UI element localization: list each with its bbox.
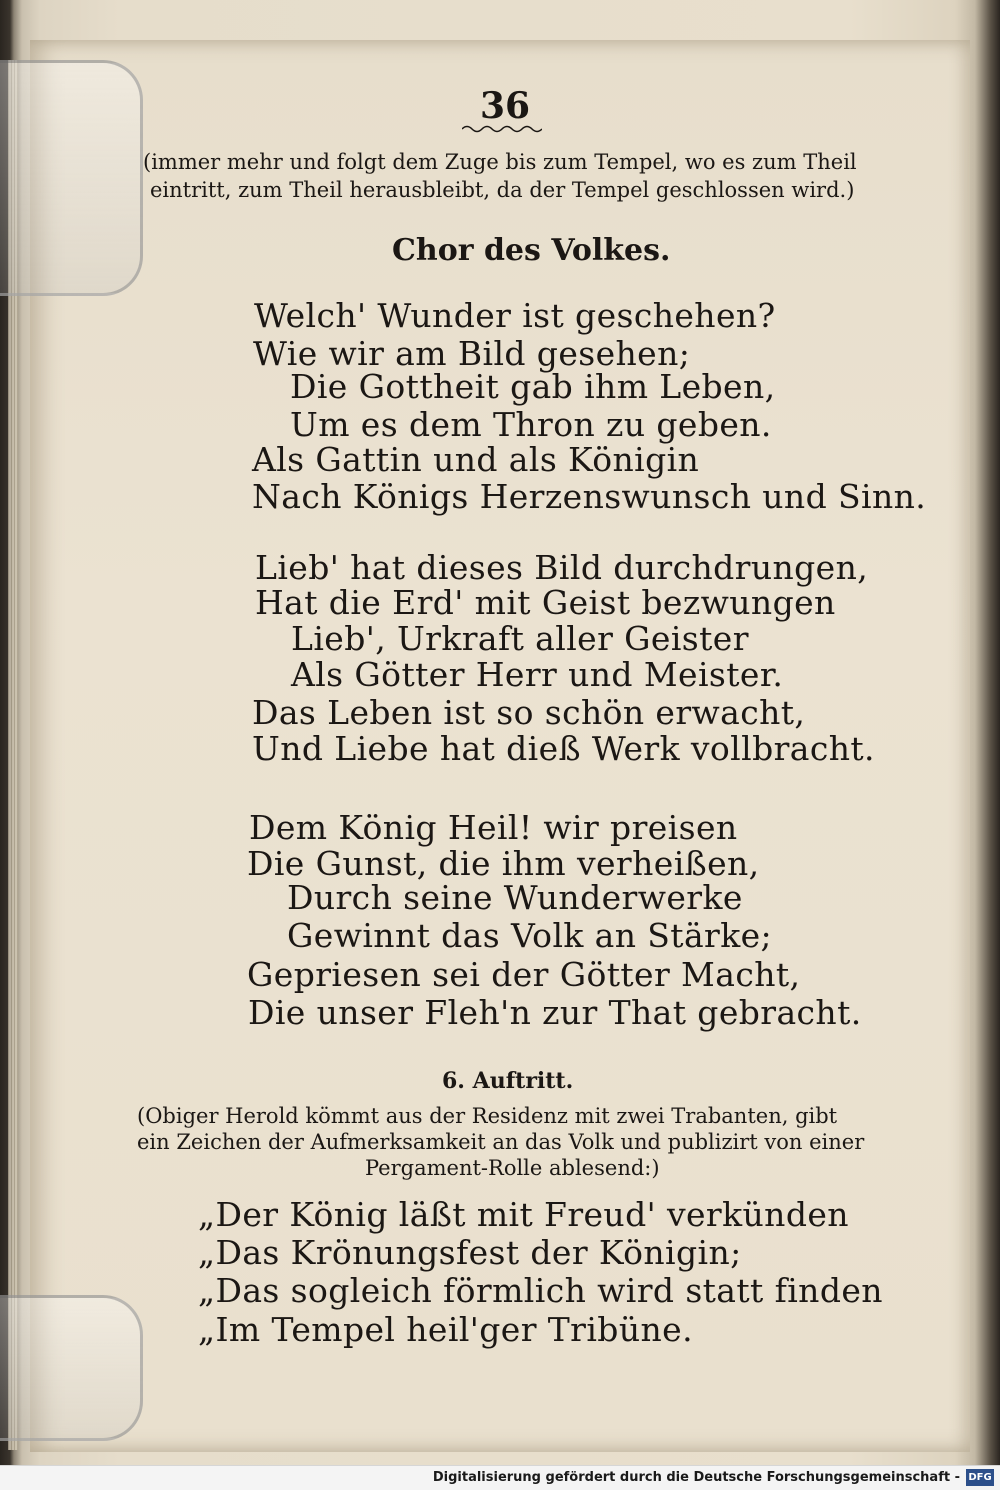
verse-line: Um es dem Thron zu geben. [290, 405, 772, 444]
verse-line: Nach Königs Herzenswunsch und Sinn. [252, 477, 927, 516]
stage-direction-line: Pergament-Rolle ablesend:) [365, 1156, 660, 1180]
dfg-logo-icon: DFG [966, 1469, 994, 1486]
verse-line: Als Gattin und als Königin [252, 440, 700, 479]
verse-line: Die Gunst, die ihm verheißen, [247, 844, 760, 883]
funding-credit: Digitalisierung gefördert durch die Deutsche Forschungsgemeinschaft - [432, 1470, 960, 1485]
verse-line: Dem König Heil! wir preisen [249, 808, 738, 847]
ornament-squiggle [462, 124, 542, 134]
verse-line: Die unser Fleh'n zur That gebracht. [248, 993, 862, 1032]
verse-line: „Der König läßt mit Freud' verkünden [198, 1195, 849, 1234]
verse-line: Welch' Wunder ist geschehen? [254, 296, 776, 335]
verse-line: Das Leben ist so schön erwacht, [252, 693, 806, 732]
verse-line: Als Götter Herr und Meister. [291, 655, 784, 694]
stage-direction-line: ein Zeichen der Aufmerksamkeit an das Volk und publizirt von einer [137, 1130, 865, 1154]
page-clip-bottom [0, 1295, 143, 1441]
verse-line: „Das Krönungsfest der Königin; [198, 1233, 742, 1272]
page-number: 36 [480, 85, 531, 127]
chorus-heading: Chor des Volkes. [392, 233, 671, 268]
page-clip-top [0, 60, 143, 296]
verse-line: Gewinnt das Volk an Stärke; [287, 916, 773, 955]
stage-direction-line: (immer mehr und folgt dem Zuge bis zum Tempel, wo es zum Theil [143, 150, 857, 174]
scene-heading: 6. Auftritt. [442, 1068, 574, 1094]
stage-direction-line: (Obiger Herold kömmt aus der Residenz mit zwei Trabanten, gibt [137, 1104, 838, 1128]
verse-line: Gepriesen sei der Götter Macht, [247, 955, 801, 994]
verse-line: Lieb' hat dieses Bild durchdrungen, [255, 548, 869, 587]
verse-line: Durch seine Wunderwerke [287, 878, 743, 917]
verse-line: Lieb', Urkraft aller Geister [291, 619, 749, 658]
footer-bar [0, 1465, 1000, 1490]
verse-line: „Das sogleich förmlich wird statt finden [198, 1271, 883, 1310]
verse-line: Und Liebe hat dieß Werk vollbracht. [252, 729, 875, 768]
verse-line: Wie wir am Bild gesehen; [253, 334, 691, 373]
stage-direction-line: eintritt, zum Theil herausbleibt, da der Tempel geschlossen wird.) [150, 178, 855, 202]
verse-line: Die Gottheit gab ihm Leben, [290, 367, 776, 406]
verse-line: Hat die Erd' mit Geist bezwungen [255, 583, 836, 622]
verse-line: „Im Tempel heil'ger Tribüne. [198, 1310, 693, 1349]
